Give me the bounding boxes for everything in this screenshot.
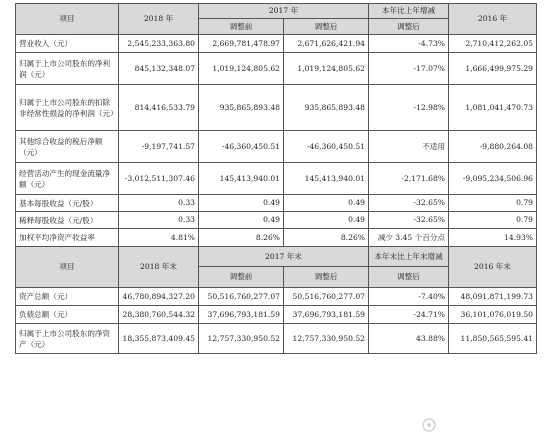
cell-2018: 28,380,760,544.32: [119, 306, 199, 324]
cell-change: -32.65%: [369, 212, 449, 229]
header-after: 调整后: [284, 19, 369, 35]
table1-header-row: [16, 4, 537, 19]
header-2018-end: 2018 年末: [119, 247, 199, 288]
cell-after: 0.49: [284, 212, 369, 229]
cell-2016: 0.79: [449, 212, 537, 229]
header-change-end: 本年末比上年末增减: [369, 247, 449, 267]
cell-2018: 0.33: [119, 195, 199, 212]
cell-2018: -9,197,741.57: [119, 131, 199, 163]
cell-2018: 0.33: [119, 212, 199, 229]
cell-change: -12.98%: [369, 85, 449, 131]
header-after-change: 调整后: [369, 19, 449, 35]
financial-summary-table: [15, 3, 537, 354]
cell-2018: 4.81%: [119, 229, 199, 247]
cell-after: 8.26%: [284, 229, 369, 247]
cell-change: 43.88%: [369, 324, 449, 354]
cell-before: 2,669,781,478.97: [199, 35, 284, 53]
cell-change: -24.71%: [369, 306, 449, 324]
cell-before: 8.26%: [199, 229, 284, 247]
cell-2016: 11,850,565,595.41: [449, 324, 537, 354]
cell-2016: 48,091,871,199.73: [449, 288, 537, 306]
cell-change: -17.07%: [369, 53, 449, 85]
header-2017-end: 2017 年末: [199, 247, 369, 267]
cell-2016: -9,095,234,506.96: [449, 163, 537, 195]
watermark-icon: [422, 418, 436, 432]
cell-2016: 0.79: [449, 195, 537, 212]
cell-2016: 14.93%: [449, 229, 537, 247]
row-label: 归属于上市公司股东的净利润（元）: [16, 53, 119, 85]
cell-change: 不适用: [369, 131, 449, 163]
cell-before: 50,516,760,277.07: [199, 288, 284, 306]
cell-after: 50,516,760,277.07: [284, 288, 369, 306]
cell-2018: 18,355,873,409.45: [119, 324, 199, 354]
cell-change: 减少 3.45 个百分点: [369, 229, 449, 247]
header-change: 本年比上年增减: [369, 4, 449, 19]
table-row: [16, 163, 537, 195]
table-row: [16, 288, 537, 306]
cell-change: -7.40%: [369, 288, 449, 306]
cell-2018: 814,416,533.79: [119, 85, 199, 131]
watermark-logo: [422, 418, 542, 444]
table-row: [16, 131, 537, 163]
table-row: [16, 229, 537, 247]
cell-after: 145,413,940.01: [284, 163, 369, 195]
cell-change: -4.73%: [369, 35, 449, 53]
table2-header-row: [16, 247, 537, 267]
cell-after: 37,696,793,181.59: [284, 306, 369, 324]
cell-before: -46,360,450.51: [199, 131, 284, 163]
cell-after: 935,865,893.48: [284, 85, 369, 131]
cell-after: 12,757,330,950.52: [284, 324, 369, 354]
table-row: [16, 85, 537, 131]
cell-before: 0.49: [199, 195, 284, 212]
row-label: 归属于上市公司股东的扣除非经常性损益的净利润（元）: [16, 85, 119, 131]
header-before: 调整前: [199, 267, 284, 288]
row-label: 加权平均净资产收益率: [16, 229, 119, 247]
row-label: 其他综合收益的税后净额（元）: [16, 131, 119, 163]
header-after-change: 调整后: [369, 267, 449, 288]
table-row: [16, 324, 537, 354]
cell-2016: 1,081,041,470.73: [449, 85, 537, 131]
header-after: 调整后: [284, 267, 369, 288]
header-2017: 2017 年: [199, 4, 369, 19]
table-row: [16, 212, 537, 229]
cell-before: 12,757,330,950.52: [199, 324, 284, 354]
cell-2016: -9,880,264.08: [449, 131, 537, 163]
row-label: 稀释每股收益（元/股）: [16, 212, 119, 229]
table-row: [16, 306, 537, 324]
table-row: [16, 195, 537, 212]
cell-2016: 36,101,076,019.50: [449, 306, 537, 324]
cell-change: -32.65%: [369, 195, 449, 212]
cell-2016: 2,710,412,262.05: [449, 35, 537, 53]
header-2016: 2016 年: [449, 4, 537, 35]
table-row: [16, 35, 537, 53]
header-2016-end: 2016 年末: [449, 247, 537, 288]
cell-2016: 1,666,499,975.29: [449, 53, 537, 85]
cell-after: 2,671,626,421.94: [284, 35, 369, 53]
header-2018: 2018 年: [119, 4, 199, 35]
header-before: 调整前: [199, 19, 284, 35]
row-label: 资产总额（元）: [16, 288, 119, 306]
row-label: 经营活动产生的现金流量净额（元）: [16, 163, 119, 195]
cell-change: -2,171.68%: [369, 163, 449, 195]
header-item: 项目: [16, 4, 119, 35]
cell-2018: 2,545,233,363.80: [119, 35, 199, 53]
cell-2018: 845,132,348.07: [119, 53, 199, 85]
cell-2018: -3,012,511,307.46: [119, 163, 199, 195]
row-label: 营业收入（元）: [16, 35, 119, 53]
cell-after: 0.49: [284, 195, 369, 212]
table-row: [16, 53, 537, 85]
row-label: 基本每股收益（元/股）: [16, 195, 119, 212]
row-label: 归属于上市公司股东的净资产（元）: [16, 324, 119, 354]
cell-before: 935,865,893.48: [199, 85, 284, 131]
cell-before: 37,696,793,181.59: [199, 306, 284, 324]
cell-before: 0.49: [199, 212, 284, 229]
cell-before: 145,413,940.01: [199, 163, 284, 195]
cell-after: -46,360,450.51: [284, 131, 369, 163]
cell-after: 1,019,124,805.62: [284, 53, 369, 85]
cell-before: 1,019,124,805.62: [199, 53, 284, 85]
header-item: 项目: [16, 247, 119, 288]
cell-2018: 46,780,894,327.20: [119, 288, 199, 306]
row-label: 负债总额（元）: [16, 306, 119, 324]
